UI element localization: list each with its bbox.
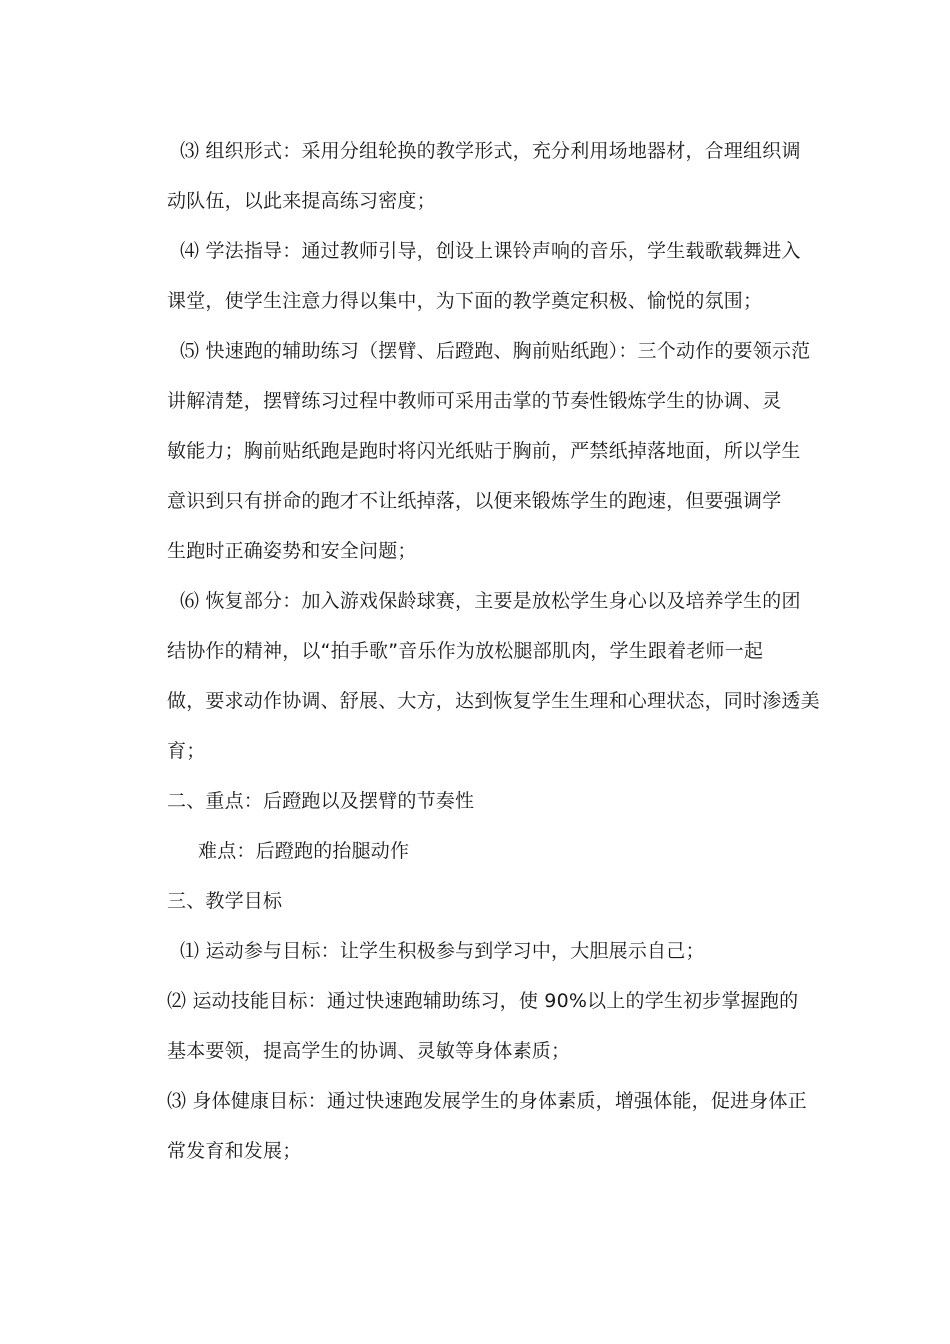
objective-participation: ⑴ 运动参与目标：让学生积极参与到学习中，大胆展示自己； [180, 940, 705, 962]
paragraph-organization-form-line-1: ⑶ 组织形式：采用分组轮换的教学形式，充分利用场地器材，合理组织调 [180, 140, 801, 162]
objective-health-line-1: ⑶ 身体健康目标：通过快速跑发展学生的身体素质，增强体能，促进身体正 [167, 1090, 807, 1112]
section-key-points: 二、重点：后蹬跑以及摆臂的节奏性 [167, 790, 475, 812]
paragraph-study-guidance-line-1: ⑷ 学法指导：通过教师引导，创设上课铃声响的音乐，学生载歌载舞进入 [180, 240, 801, 262]
paragraph-sprint-drills-line-5: 生跑时正确姿势和安全问题； [167, 540, 417, 562]
paragraph-organization-form-line-2: 动队伍，以此来提高练习密度； [167, 190, 436, 212]
paragraph-recovery-line-4: 育； [167, 740, 206, 762]
objective-skills-line-1: ⑵ 运动技能目标：通过快速跑辅助练习，使 90%以上的学生初步掌握跑的 [167, 990, 799, 1012]
objective-health-line-2: 常发育和发展； [167, 1140, 302, 1162]
paragraph-sprint-drills-line-1: ⑸ 快速跑的辅助练习（摆臂、后蹬跑、胸前贴纸跑）：三个动作的要领示范 [180, 340, 811, 362]
paragraph-sprint-drills-line-3: 敏能力；胸前贴纸跑是跑时将闪光纸贴于胸前，严禁纸掉落地面，所以学生 [167, 440, 801, 462]
section-teaching-objectives-heading: 三、教学目标 [167, 890, 283, 912]
paragraph-recovery-line-1: ⑹ 恢复部分：加入游戏保龄球赛，主要是放松学生身心以及培养学生的团 [180, 590, 801, 612]
paragraph-sprint-drills-line-4: 意识到只有拼命的跑才不让纸掉落，以便来锻炼学生的跑速，但要强调学 [167, 490, 782, 512]
section-difficulty: 难点：后蹬跑的抬腿动作 [198, 840, 410, 862]
paragraph-sprint-drills-line-2: 讲解清楚，摆臂练习过程中教师可采用击掌的节奏性锻炼学生的协调、灵 [167, 390, 782, 412]
paragraph-study-guidance-line-2: 课堂，使学生注意力得以集中，为下面的教学奠定积极、愉悦的氛围； [167, 290, 763, 312]
paragraph-recovery-line-2: 结协作的精神，以“拍手歌”音乐作为放松腿部肌肉，学生跟着老师一起 [167, 640, 764, 662]
objective-skills-line-2: 基本要领，提高学生的协调、灵敏等身体素质； [167, 1040, 571, 1062]
paragraph-recovery-line-3: 做，要求动作协调、舒展、大方，达到恢复学生生理和心理状态，同时渗透美 [167, 690, 820, 712]
